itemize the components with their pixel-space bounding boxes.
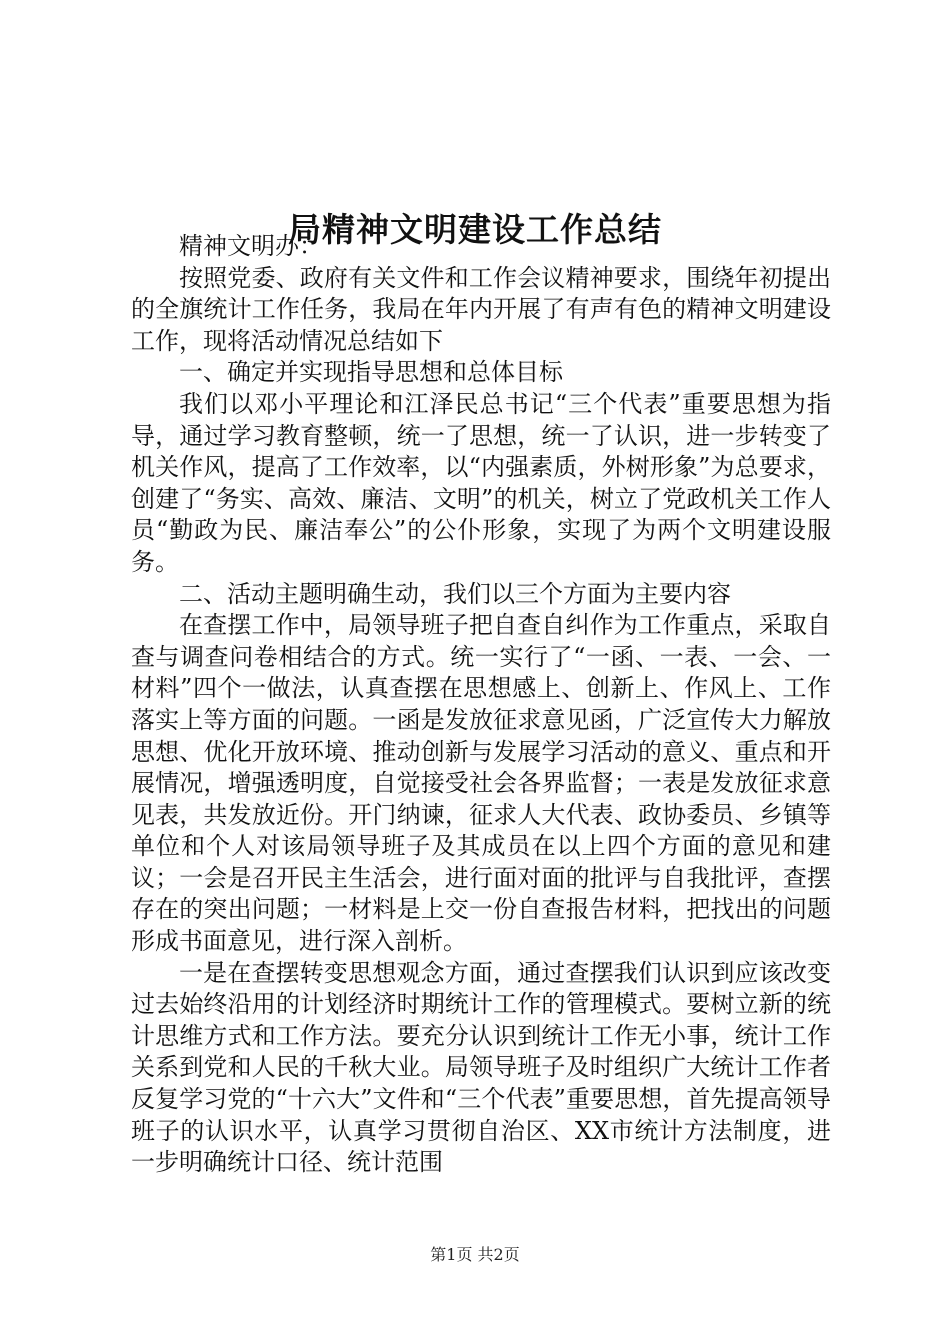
page-number: 第1页 共2页 [430,1245,520,1264]
body-paragraph: 我们以邓小平理论和江泽民总书记“三个代表”重要思想为指导，通过学习教育整顿，统一了思想，统一了认识，进一步转变了机关作风，提高了工作效率，以“内强素质，外树形象”为总要求，创建了“务实、高效、廉洁、文明”的机关，树立了党政机关工作人员“勤政为民、廉洁奉公”的公仆形象，实现了为两个文明建设服务。 [131,389,831,576]
section-heading: 一、确定并实现指导思想和总体目标 [179,358,563,387]
body-paragraph: 一是在查摆转变思想观念方面，通过查摆我们认识到应该改变过去始终沿用的计划经济时期统计工作的管理模式。要树立新的统计思维方式和工作方法。要充分认识到统计工作无小事，统计工作关系到党和人民的千秋大业。局领导班子及时组织广大统计工作者反复学习党的“十六大”文件和“三个代表”重要思想，首先提高领导班子的认识水平，认真学习贯彻自治区、XX市统计方法制度，进一步明确统计口径、统计范围 [131,958,831,1177]
body-paragraph: 在查摆工作中，局领导班子把自查自纠作为工作重点，采取自查与调查问卷相结合的方式。统一实行了“一函、一表、一会、一材料”四个一做法，认真查摆在思想感上、创新上、作风上、工作落实上等方面的问题。一函是发放征求意见函，广泛宣传大力解放思想、优化开放环境、推动创新与发展学习活动的意义、重点和开展情况，增强透明度，自觉接受社会各界监督；一表是发放征求意见表，共发放近份。开门纳谏，征求人大代表、政协委员、乡镇等单位和个人对该局领导班子及其成员在以上四个方面的意见和建议；一会是召开民主生活会，进行面对面的批评与自我批评，查摆存在的突出问题；一材料是上交一份自查报告材料，把找出的问题形成书面意见，进行深入剖析。 [131,611,831,956]
salutation: 精神文明办： [179,232,323,260]
body-paragraph: 按照党委、政府有关文件和工作会议精神要求，围绕年初提出的全旗统计工作任务，我局在年内开展了有声有色的精神文明建设工作，现将活动情况总结如下 [131,263,831,355]
section-heading: 二、活动主题明确生动，我们以三个方面为主要内容 [179,579,731,608]
document-body [131,231,831,1179]
document-title: 局精神文明建设工作总结 [288,210,662,250]
